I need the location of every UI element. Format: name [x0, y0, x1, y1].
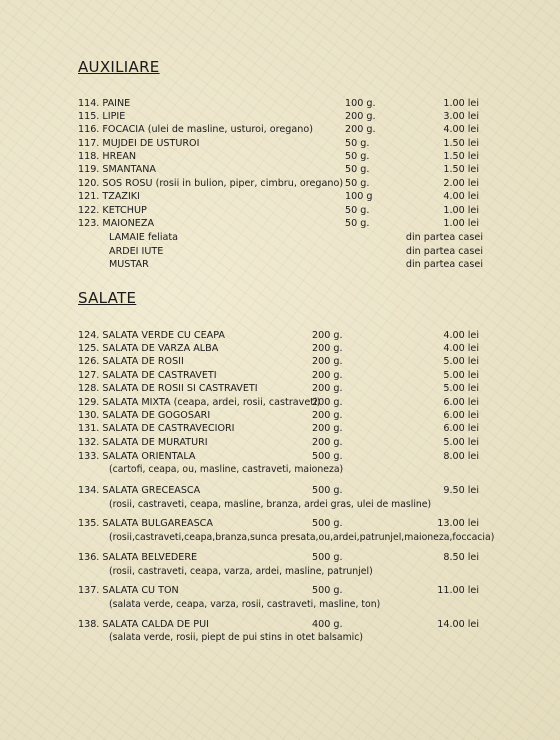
item-price: 8.50 lei	[443, 552, 479, 563]
item-price: 14.00 lei	[437, 619, 479, 630]
item-price: din partea casei	[405, 246, 483, 257]
item-name: 124. SALATA VERDE CU CEAPA	[78, 330, 225, 341]
item-name: 136. SALATA BELVEDERE	[78, 552, 198, 563]
item-quantity: 100 g	[345, 191, 373, 202]
item-quantity: 50 g.	[345, 138, 370, 149]
item-price: din partea casei	[405, 259, 483, 270]
item-quantity: 50 g.	[345, 178, 370, 189]
item-description: (rosii,castraveti,ceapa,branza,sunca presata,ou,ardei,patrunjel,maioneza,foccacia)	[109, 532, 495, 543]
item-price: 1.00 lei	[443, 205, 479, 216]
item-price: 3.00 lei	[443, 111, 479, 122]
item-name: 117. MUJDEI DE USTUROI	[78, 138, 200, 149]
item-price: 8.00 lei	[443, 451, 479, 462]
item-price: 5.00 lei	[443, 437, 479, 448]
item-quantity: 100 g.	[345, 98, 376, 109]
item-price: 1.00 lei	[443, 218, 479, 229]
item-price: 4.00 lei	[443, 191, 479, 202]
item-name: 125. SALATA DE VARZA ALBA	[78, 343, 219, 354]
item-price: 4.00 lei	[443, 343, 479, 354]
item-description: (salata verde, rosii, piept de pui stins in otet balsamic)	[109, 632, 363, 643]
item-name: 126. SALATA DE ROSII	[78, 356, 184, 367]
item-name: 120. SOS ROSU (rosii in bulion, piper, cimbru, oregano)	[78, 178, 344, 189]
item-price: 4.00 lei	[443, 330, 479, 341]
item-price: din partea casei	[405, 232, 483, 243]
item-price: 5.00 lei	[443, 383, 479, 394]
item-price: 1.50 lei	[443, 151, 479, 162]
item-name: 128. SALATA DE ROSII SI CASTRAVETI	[78, 383, 258, 394]
item-name: 130. SALATA DE GOGOSARI	[78, 410, 211, 421]
item-description: (rosii, castraveti, ceapa, masline, branza, ardei gras, ulei de masline)	[109, 499, 432, 510]
item-name: 119. SMANTANA	[78, 164, 156, 175]
item-description: (cartofi, ceapa, ou, masline, castraveti, maioneza)	[109, 464, 344, 475]
item-name: 129. SALATA MIXTA (ceapa, ardei, rosii, castraveti)	[78, 397, 321, 408]
item-quantity: 500 g.	[312, 585, 343, 596]
item-name: 116. FOCACIA (ulei de masline, usturoi, oregano)	[78, 124, 313, 135]
item-name: 132. SALATA DE MURATURI	[78, 437, 208, 448]
item-price: 11.00 lei	[437, 585, 479, 596]
item-quantity: 200 g.	[312, 370, 343, 381]
item-quantity: 200 g.	[312, 397, 343, 408]
section-title-salate: SALATE	[78, 289, 137, 307]
item-name: ARDEI IUTE	[109, 246, 164, 257]
item-name: 137. SALATA CU TON	[78, 585, 179, 596]
item-name: 115. LIPIE	[78, 111, 126, 122]
item-quantity: 200 g.	[312, 437, 343, 448]
item-quantity: 500 g.	[312, 552, 343, 563]
item-price: 2.00 lei	[443, 178, 479, 189]
item-name: 135. SALATA BULGAREASCA	[78, 518, 213, 529]
item-name: 122. KETCHUP	[78, 205, 147, 216]
item-name: 138. SALATA CALDA DE PUI	[78, 619, 209, 630]
item-name: MUSTAR	[109, 259, 149, 270]
item-quantity: 200 g.	[345, 111, 376, 122]
item-name: 123. MAIONEZA	[78, 218, 155, 229]
item-quantity: 200 g.	[312, 356, 343, 367]
item-price: 5.00 lei	[443, 356, 479, 367]
item-price: 13.00 lei	[437, 518, 479, 529]
item-quantity: 200 g.	[312, 343, 343, 354]
item-name: 114. PAINE	[78, 98, 131, 109]
item-price: 1.50 lei	[443, 164, 479, 175]
item-quantity: 200 g.	[312, 383, 343, 394]
item-quantity: 50 g.	[345, 164, 370, 175]
item-price: 9.50 lei	[443, 485, 479, 496]
item-price: 6.00 lei	[443, 410, 479, 421]
item-price: 1.50 lei	[443, 138, 479, 149]
item-quantity: 50 g.	[345, 151, 370, 162]
item-price: 4.00 lei	[443, 124, 479, 135]
item-description: (salata verde, ceapa, varza, rosii, castraveti, masline, ton)	[109, 599, 381, 610]
item-quantity: 50 g.	[345, 218, 370, 229]
item-price: 6.00 lei	[443, 423, 479, 434]
item-name: 134. SALATA GRECEASCA	[78, 485, 201, 496]
item-price: 5.00 lei	[443, 370, 479, 381]
item-quantity: 500 g.	[312, 485, 343, 496]
section-title-auxiliare: AUXILIARE	[78, 58, 160, 76]
item-price: 6.00 lei	[443, 397, 479, 408]
item-quantity: 500 g.	[312, 518, 343, 529]
item-quantity: 200 g.	[312, 423, 343, 434]
item-quantity: 400 g.	[312, 619, 343, 630]
item-name: 118. HREAN	[78, 151, 137, 162]
item-name: 127. SALATA DE CASTRAVETI	[78, 370, 217, 381]
item-name: LAMAIE feliata	[109, 232, 179, 243]
item-quantity: 200 g.	[345, 124, 376, 135]
item-quantity: 500 g.	[312, 451, 343, 462]
item-quantity: 200 g.	[312, 330, 343, 341]
item-quantity: 200 g.	[312, 410, 343, 421]
item-name: 133. SALATA ORIENTALA	[78, 451, 196, 462]
item-name: 121. TZAZIKI	[78, 191, 140, 202]
item-quantity: 50 g.	[345, 205, 370, 216]
item-name: 131. SALATA DE CASTRAVECIORI	[78, 423, 235, 434]
item-price: 1.00 lei	[443, 98, 479, 109]
item-description: (rosii, castraveti, ceapa, varza, ardei, masline, patrunjel)	[109, 566, 373, 577]
